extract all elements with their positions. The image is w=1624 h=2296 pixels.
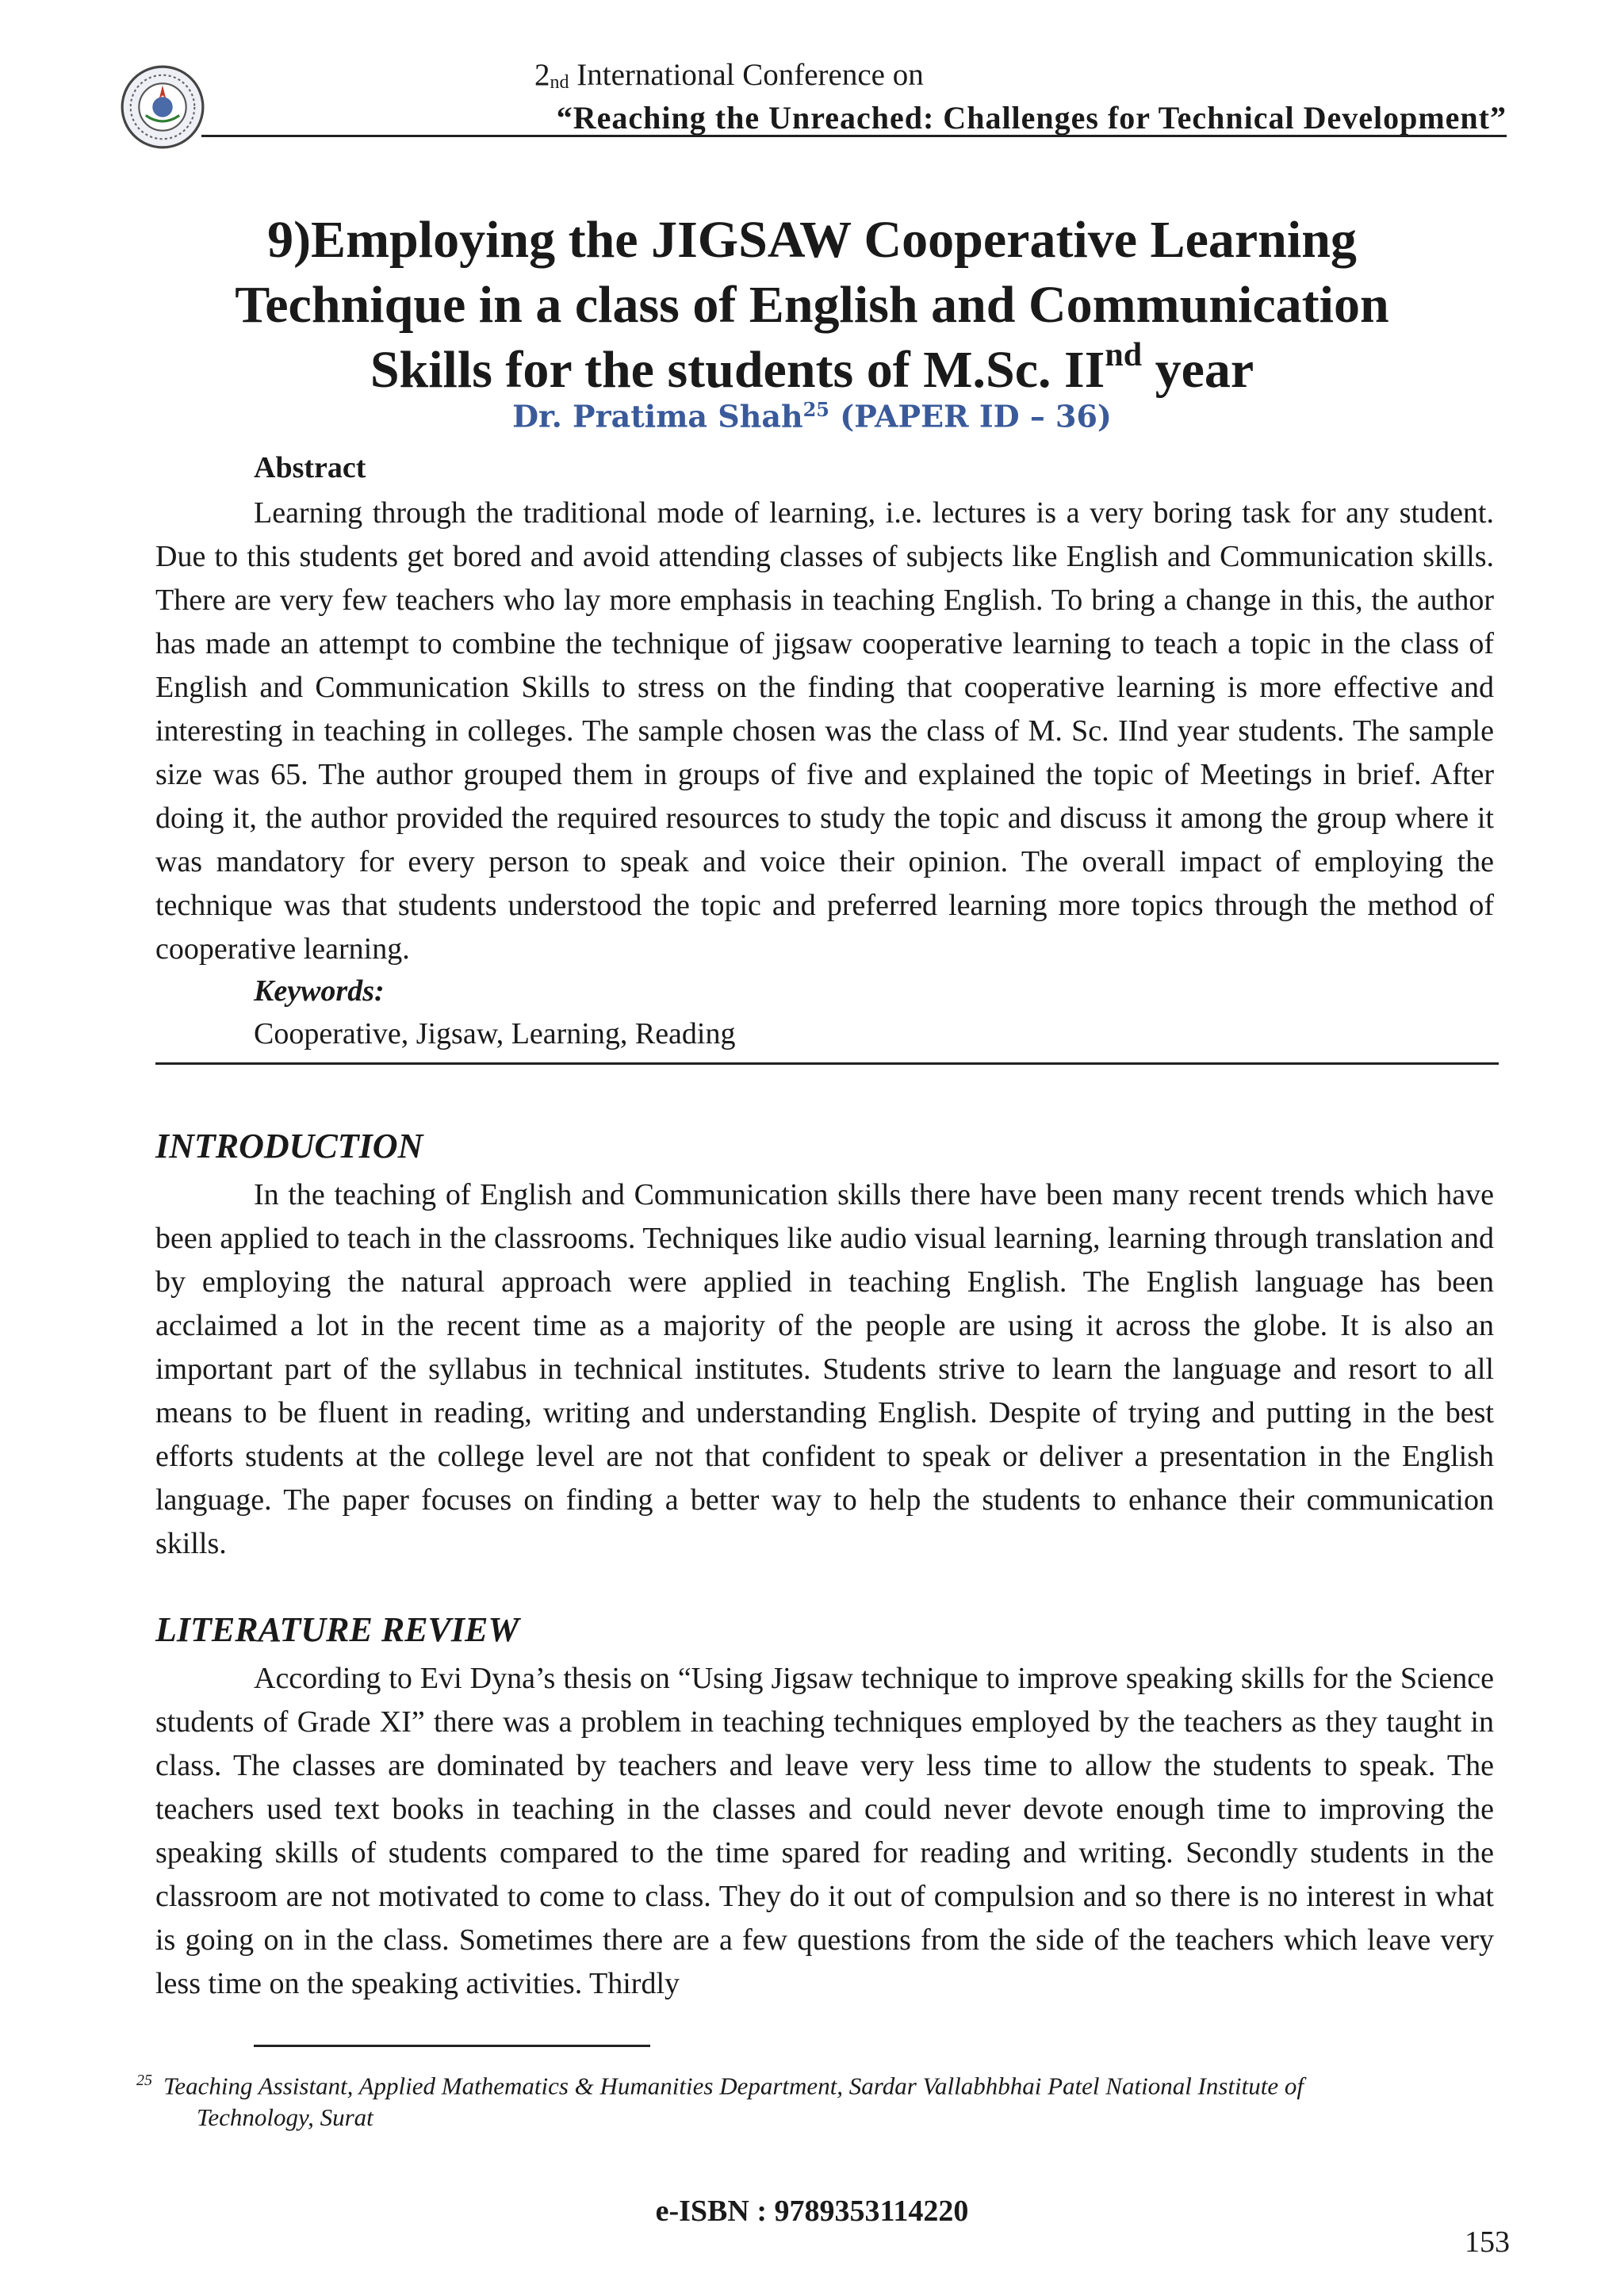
footnote-divider [254,2045,650,2047]
keywords-list: Cooperative, Jigsaw, Learning, Reading [254,1017,736,1050]
footnote-marker: 25 [802,398,830,421]
paper-id: (PAPER ID – 36) [829,398,1112,434]
abstract-body: Learning through the traditional mode of learning, i.e. lectures is a very boring task for any student. Due to this students get bored and avoid attending classes of subjects like English and Communication skills. There are very few teachers who lay more emphasis in teaching English. To bring a change in this, the author has made an attempt to combine the technique of jigsaw cooperative learning to teach a topic in the class of English and Communication Skills to stress on the finding that cooperative learning is more effective and interesting in teaching in colleges. The sample chosen was the class of M. Sc. IInd year students. The sample size was 65. The author grouped them in groups of five and explained the topic of Meetings in brief. After doing it, the author provided the required resources to study the topic and discuss it among the group where it was mandatory for every person to speak and voice their opinion. The overall impact of employing the technique was that students understood the topic and preferred learning more topics through the method of cooperative learning. [155,496,1494,966]
conference-name: 2nd International Conference on [534,58,924,93]
abstract-heading: Abstract [254,451,366,484]
header-divider [201,135,1507,137]
paper-title: 9)Employing the JIGSAW Cooperative Learning Technique in a class of English and Communication Skills for the students of M.Sc. IInd year [235,211,1389,399]
isbn: e-ISBN : 9789353114220 [655,2195,969,2228]
footnote: $^{25}$ Teaching Assistant, Applied Mathematics & Humanities Department, Sardar Vallabhbhai Patel National Institute of Technology, Surat [136,2072,1304,2132]
page-number: 153 [1465,2225,1510,2259]
conference-logo-icon [121,65,205,149]
keywords-heading: Keywords: [254,974,385,1008]
abstract-divider [155,1062,1499,1065]
conference-theme: “Reaching the Unreached: Challenges for Technical Development” [556,100,1507,136]
author-line [151,398,1473,434]
literature-review-body: According to Evi Dyna’s thesis on “Using Jigsaw technique to improve speaking skills for the Science students of Grade XI” there was a problem in teaching techniques employed by the teachers as they taught in class. The classes are dominated by teachers and leave very less time to allow the students to speak. The teachers used text books in teaching in the classes and could never devote enough time to improving the speaking skills of students compared to the time spared for reading and writing. Secondly students in the classroom are not motivated to come to class. They do it out of compulsion and so there is no interest in what is going on in the class. Sometimes there are a few questions from the side of the teachers which leave very less time on the speaking activities. Thirdly [155,1662,1494,2000]
running-header [201,55,1507,137]
literature-review-heading: LITERATURE REVIEW [155,1610,519,1649]
introduction-body: In the teaching of English and Communication skills there have been many recent trends which have been applied to teach in the classrooms. Techniques like audio visual learning, learning through translation and by employing the natural approach were applied in teaching English. The English language has been acclaimed a lot in the recent time as a majority of the people are using it across the globe. It is also an important part of the syllabus in technical institutes. Students strive to learn the language and resort to all means to be fluent in reading, writing and understanding English. Despite of trying and putting in the best efforts students at the college level are not that confident to speak or deliver a presentation in the English language. The paper focuses on finding a better way to help the students to enhance their communication skills. [155,1178,1494,1560]
footnote-number: 25 [136,2072,152,2089]
author-name: Dr. Pratima Shah [512,398,803,434]
introduction-heading: INTRODUCTION [155,1127,423,1165]
